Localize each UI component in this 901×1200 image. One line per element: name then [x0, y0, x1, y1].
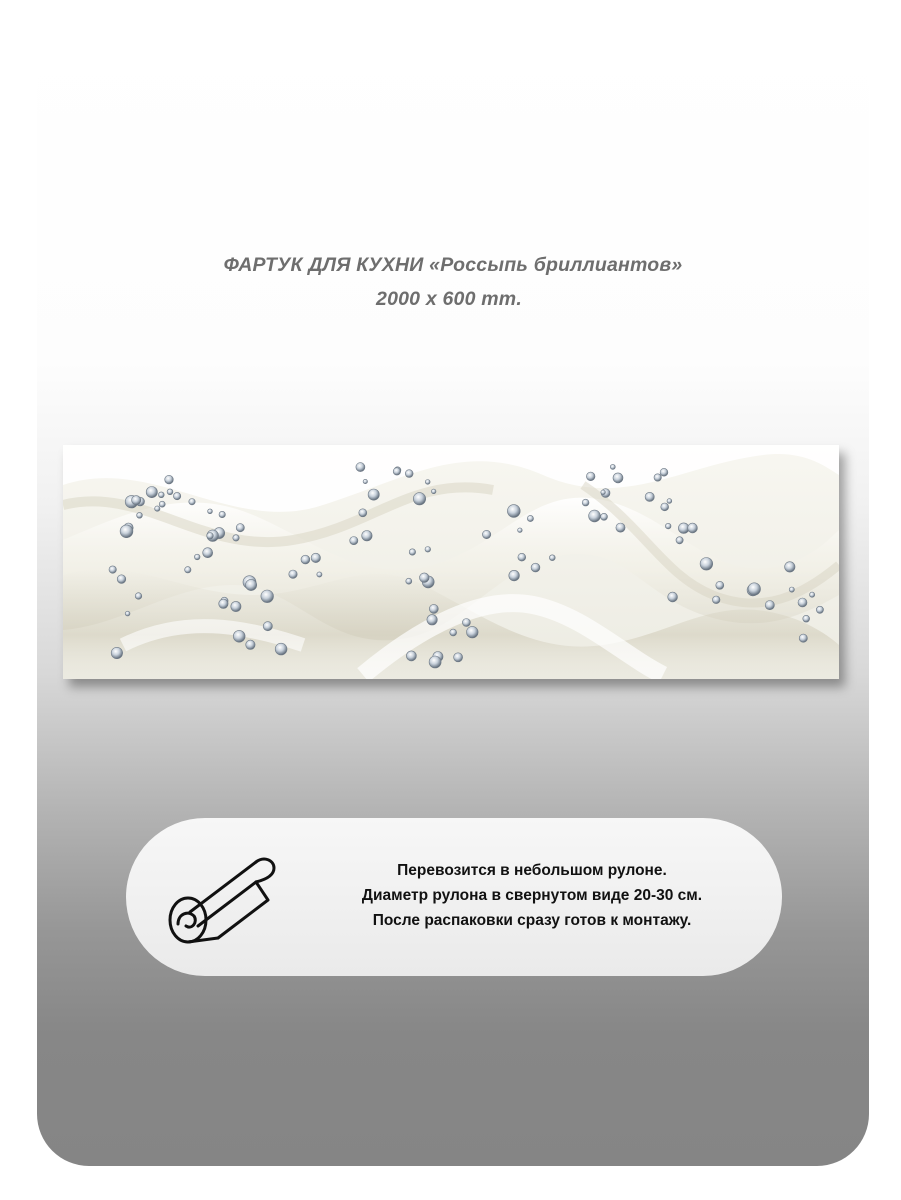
- roll-icon: [160, 834, 280, 952]
- crystal-icon: [586, 472, 595, 481]
- crystal-icon: [317, 572, 322, 577]
- crystal-icon: [165, 475, 174, 484]
- crystal-icon: [420, 573, 430, 583]
- crystal-icon: [405, 470, 413, 478]
- crystal-icon: [146, 487, 157, 498]
- crystal-icon: [368, 489, 379, 500]
- crystal-icon: [665, 523, 671, 529]
- crystal-icon: [406, 578, 412, 584]
- crystal-icon: [261, 590, 274, 603]
- crystal-icon: [816, 606, 823, 613]
- crystal-icon: [549, 555, 555, 561]
- crystal-icon: [409, 549, 415, 555]
- crystal-icon: [231, 601, 241, 611]
- crystal-icon: [425, 480, 430, 485]
- crystal-icon: [661, 503, 669, 511]
- crystal-icon: [359, 509, 367, 517]
- crystal-icon: [246, 640, 255, 649]
- crystal-icon: [132, 496, 141, 505]
- crystal-icon: [219, 599, 228, 608]
- page-title: [37, 248, 869, 316]
- crystal-icon: [413, 493, 425, 505]
- crystal-icon: [233, 630, 245, 642]
- crystal-icon: [431, 489, 436, 494]
- info-line-transport: Перевозится в небольшом рулоне.: [397, 862, 667, 879]
- delivery-info-text: [286, 858, 778, 933]
- crystal-icon: [765, 601, 774, 610]
- crystal-icon: [362, 531, 372, 541]
- crystal-icon: [167, 489, 173, 495]
- crystal-icon: [393, 468, 400, 475]
- crystal-icon: [798, 598, 807, 607]
- crystal-icon: [654, 474, 661, 481]
- crystal-icon: [111, 647, 122, 658]
- crystal-icon: [185, 567, 191, 573]
- crystal-icon: [799, 634, 807, 642]
- crystal-icon: [810, 592, 815, 597]
- crystal-icon: [688, 523, 698, 533]
- product-card: [37, 33, 869, 1166]
- crystal-icon: [173, 492, 180, 499]
- title-line-dimensions: 2000 x 600 mm.: [376, 288, 522, 310]
- crystal-icon: [589, 510, 601, 522]
- crystal-icon: [117, 575, 126, 584]
- crystal-icon: [427, 615, 437, 625]
- crystal-icon: [301, 555, 310, 564]
- crystal-icon: [531, 563, 540, 572]
- crystal-icon: [208, 509, 213, 514]
- crystal-icon: [509, 570, 520, 581]
- crystal-icon: [109, 566, 116, 573]
- crystal-icon: [207, 533, 214, 540]
- crystal-icon: [789, 587, 794, 592]
- crystal-icon: [125, 611, 130, 616]
- crystal-icon: [700, 558, 713, 571]
- crystal-icon: [518, 528, 523, 533]
- crystal-icon: [194, 554, 200, 560]
- crystal-icon: [527, 515, 533, 521]
- crystal-icon: [660, 468, 668, 476]
- crystal-icon: [429, 604, 438, 613]
- crystal-icon: [668, 592, 678, 602]
- product-image: [63, 445, 839, 679]
- crystal-icon: [356, 463, 365, 472]
- crystal-icon: [275, 643, 287, 655]
- crystal-icon: [289, 570, 297, 578]
- crystal-icon: [219, 511, 225, 517]
- white-satin-with-crystals-image: [63, 445, 839, 679]
- crystal-icon: [450, 629, 457, 636]
- info-line-diameter: Диаметр рулона в свернутом виде 20-30 см.: [361, 887, 703, 904]
- crystal-icon: [155, 506, 160, 511]
- delivery-info-panel: [126, 818, 782, 976]
- crystal-icon: [350, 537, 358, 545]
- title-line-product-name: ФАРТУК ДЛЯ КУХНИ «Россыпь бриллиантов»: [223, 254, 683, 276]
- crystal-icon: [518, 553, 526, 561]
- crystal-icon: [246, 579, 257, 590]
- crystal-icon: [363, 479, 367, 483]
- crystal-icon: [712, 596, 720, 604]
- crystal-icon: [159, 501, 165, 507]
- crystal-icon: [406, 651, 416, 661]
- crystal-icon: [716, 581, 724, 589]
- crystal-icon: [785, 562, 795, 572]
- crystal-icon: [803, 615, 810, 622]
- crystal-icon: [482, 530, 490, 538]
- crystal-icon: [613, 473, 623, 483]
- crystal-icon: [425, 547, 431, 553]
- crystal-icon: [601, 490, 606, 495]
- crystal-icon: [311, 553, 320, 562]
- crystal-icon: [454, 653, 463, 662]
- crystal-icon: [429, 656, 441, 668]
- crystal-icon: [645, 492, 654, 501]
- crystal-icon: [667, 499, 672, 504]
- crystal-icon: [748, 583, 760, 595]
- crystal-icon: [263, 622, 272, 631]
- crystal-icon: [135, 593, 142, 600]
- crystal-icon: [507, 505, 520, 518]
- crystal-icon: [676, 537, 683, 544]
- crystal-icon: [467, 626, 479, 638]
- crystal-icon: [158, 492, 164, 498]
- crystal-icon: [610, 464, 615, 469]
- crystal-icon: [233, 535, 239, 541]
- crystal-icon: [189, 499, 195, 505]
- crystal-icon: [616, 523, 625, 532]
- crystal-icon: [137, 512, 143, 518]
- crystal-icon: [462, 619, 470, 627]
- crystal-icon: [601, 513, 608, 520]
- crystal-icon: [236, 524, 244, 532]
- crystal-icon: [582, 499, 589, 506]
- info-line-installation: После распаковки сразу готов к монтажу.: [372, 912, 692, 929]
- crystal-icon: [120, 525, 133, 538]
- crystal-icon: [203, 548, 213, 558]
